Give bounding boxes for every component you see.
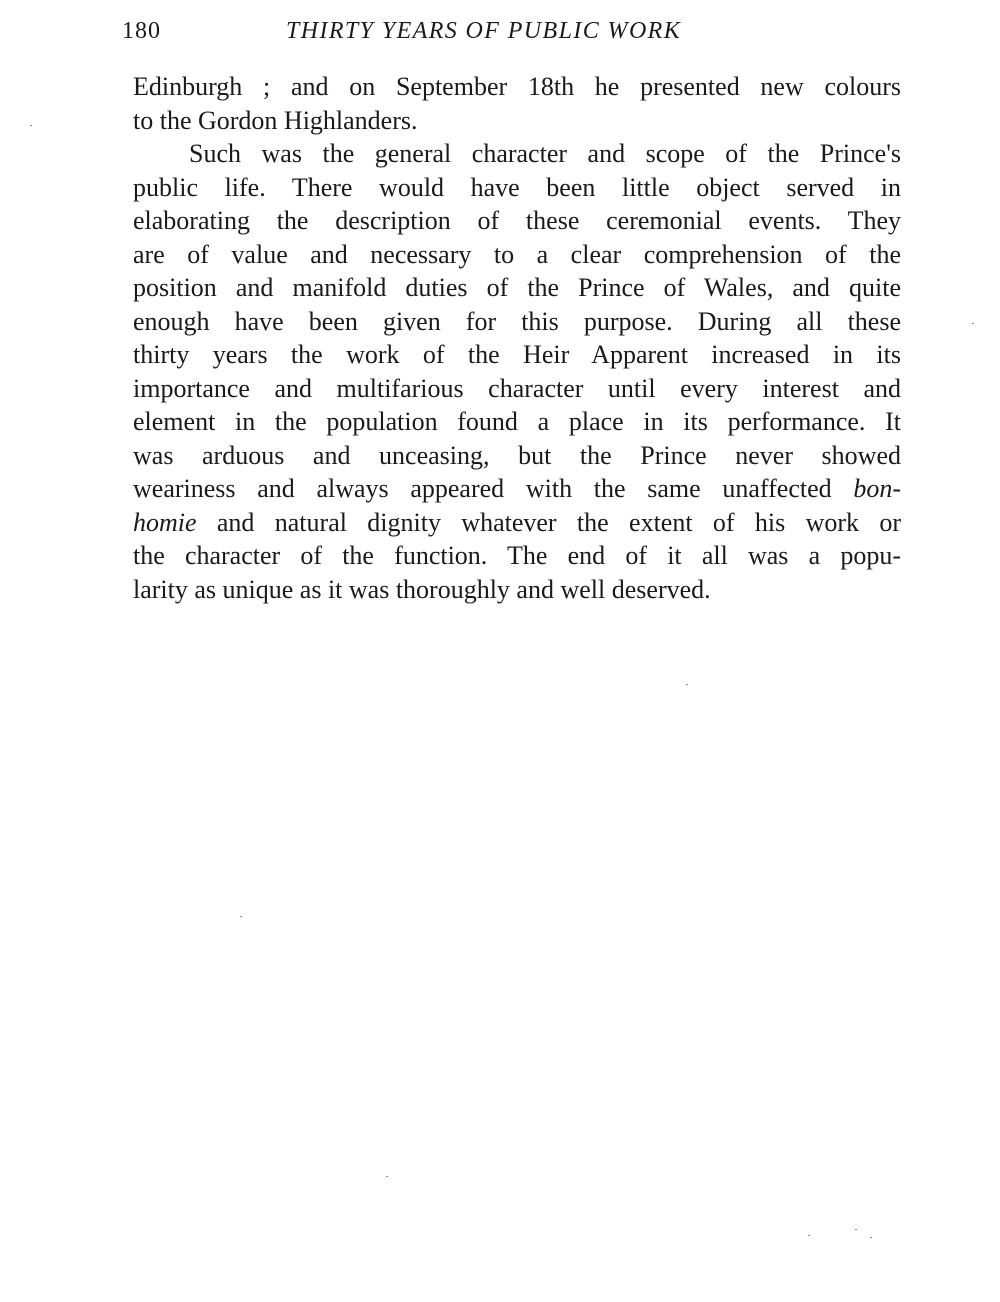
page-header bbox=[122, 14, 922, 48]
text-line: enough have been given for this purpose. During all these bbox=[133, 306, 901, 336]
text-line: thirty years the work of the Heir Apparent increased in its bbox=[133, 340, 901, 369]
body-text bbox=[133, 70, 901, 606]
text-line: public life. There would have been little object served in bbox=[133, 172, 901, 202]
scan-speck bbox=[870, 1237, 872, 1238]
text-line: Edinburgh ; and on September 18th he presented new colours bbox=[133, 72, 901, 101]
text-line: the character of the function. The end of it all was a popu- bbox=[133, 541, 901, 570]
text-line: was arduous and unceasing, but the Prince never showed bbox=[133, 440, 901, 470]
italic-term: bon- bbox=[853, 474, 901, 503]
running-title: THIRTY YEARS OF PUBLIC WORK bbox=[286, 18, 682, 44]
text-line: elaborating the description of these ceremonial events. They bbox=[133, 206, 901, 235]
text-line: Such was the general character and scope of the Prince's bbox=[189, 139, 901, 168]
text-line: larity as unique as it was thoroughly and well deserved. bbox=[133, 574, 711, 604]
text-segment: weariness and always appeared with the same unaffected bbox=[133, 474, 832, 503]
text-line bbox=[133, 506, 901, 540]
text-line: importance and multifarious character until every interest and bbox=[133, 373, 901, 403]
text-segment: and natural dignity whatever the extent of his work or bbox=[216, 507, 902, 537]
scan-speck bbox=[240, 916, 242, 917]
italic-term: homie bbox=[133, 507, 197, 537]
scan-speck bbox=[386, 1176, 388, 1177]
text-line bbox=[133, 472, 901, 506]
paragraph-1 bbox=[133, 70, 901, 137]
text-line: to the Gordon Highlanders. bbox=[133, 105, 418, 135]
scan-speck bbox=[30, 125, 32, 126]
paragraph-2 bbox=[133, 137, 901, 606]
text-line: are of value and necessary to a clear comprehension of the bbox=[133, 239, 901, 269]
scan-speck bbox=[855, 1229, 857, 1230]
scan-speck bbox=[686, 684, 688, 685]
scan-speck bbox=[972, 323, 974, 324]
scan-speck bbox=[808, 1235, 810, 1236]
text-line: element in the population found a place in its performance. It bbox=[133, 407, 901, 436]
text-line: position and manifold duties of the Prince of Wales, and quite bbox=[133, 273, 901, 302]
page-number: 180 bbox=[122, 18, 161, 44]
